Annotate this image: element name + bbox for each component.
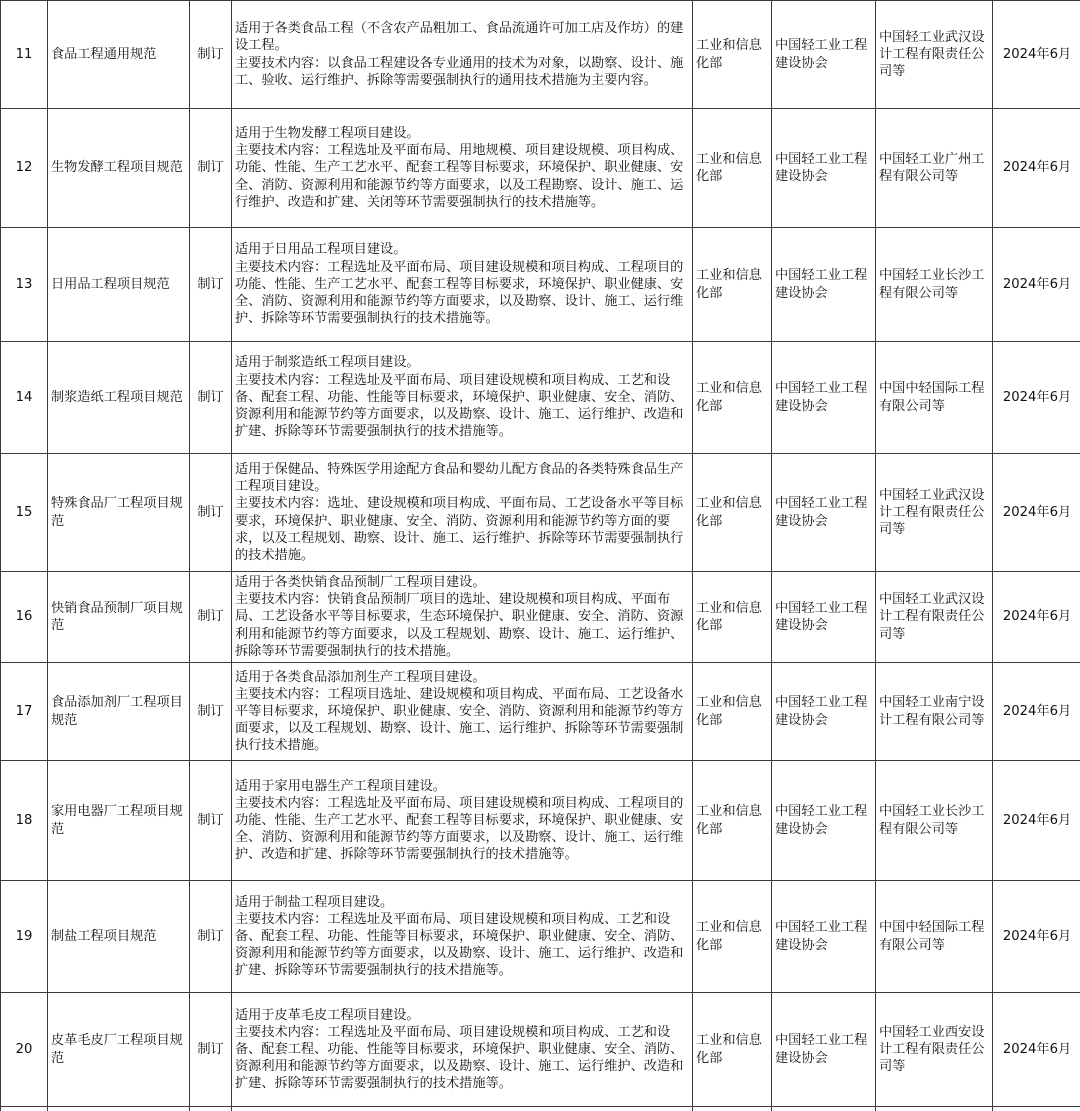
row-number: 15 xyxy=(1,454,48,572)
content-text: 主要技术内容：工程选址及平面布局、用地规模、项目建设规模、项目构成、功能、性能、生产工艺水平、配套工程等目标要求，环境保护、职业健康、安全、消防、资源利用和能源节约等方面要求，以及工程勘察、设计、施工、运行维护、改造和扩建、关闭等环节需要强制执行的技术措施等。 xyxy=(235,143,684,210)
content-text: 主要技术内容：选址、建设规模和项目构成、平面布局、工艺设备水平等目标要求，环境保护、职业健康、安全、消防、资源利用和能源节约等方面的要求，以及工程规划、勘察、设计、施工、运行维护、拆除等环节需要强制执行的技术措施。 xyxy=(235,496,684,563)
content-text: 主要技术内容：工程选址及平面布局、项目建设规模和项目构成、工艺和设备、配套工程、功能、性能等目标要求，环境保护、职业健康、安全、消防、资源利用和能源节约等方面要求，以及勘察、设计、施工、运行维护、改造和扩建、拆除等环节需要强制执行的技术措施等。 xyxy=(235,911,684,979)
competent-department: 工业和信息化部 xyxy=(693,993,772,1107)
completion-date: 2024年6月 xyxy=(993,109,1080,228)
table-row xyxy=(1,1,1080,109)
scope-and-content xyxy=(232,663,693,761)
revision-type: 制订 xyxy=(190,572,232,663)
competent-department: 工业和信息化部 xyxy=(693,454,772,572)
table-row xyxy=(1,454,1080,572)
revision-type: 制订 xyxy=(190,663,232,761)
table-row xyxy=(1,881,1080,993)
row-number: 19 xyxy=(1,881,48,993)
standard-name: 特殊食品厂工程项目规范 xyxy=(48,454,190,572)
standard-name: 快销食品预制厂项目规范 xyxy=(48,572,190,663)
competent-department: 工业和信息化部 xyxy=(693,228,772,342)
row-number: 17 xyxy=(1,663,48,761)
scope-and-content xyxy=(232,109,693,228)
row-number: 16 xyxy=(1,572,48,663)
drafting-unit: 中国轻工业武汉设计工程有限责任公司等 xyxy=(876,572,993,663)
organizing-body: 中国轻工业工程建设协会 xyxy=(772,572,876,663)
scope-and-content xyxy=(232,342,693,454)
empty-cell xyxy=(693,1107,772,1111)
table-row xyxy=(1,228,1080,342)
drafting-unit: 中国中轻国际工程有限公司等 xyxy=(876,342,993,454)
standard-name: 皮革毛皮厂工程项目规范 xyxy=(48,993,190,1107)
scope-text: 适用于家用电器生产工程项目建设。 xyxy=(235,778,446,794)
completion-date: 2024年6月 xyxy=(993,993,1080,1107)
revision-type: 制订 xyxy=(190,993,232,1107)
empty-cell xyxy=(876,1107,993,1111)
standard-name: 食品工程通用规范 xyxy=(48,1,190,109)
revision-type: 制订 xyxy=(190,761,232,881)
drafting-unit: 中国轻工业武汉设计工程有限责任公司等 xyxy=(876,454,993,572)
scope-text: 适用于制浆造纸工程项目建设。 xyxy=(235,355,420,371)
table-row xyxy=(1,572,1080,663)
scope-and-content xyxy=(232,572,693,663)
organizing-body: 中国轻工业工程建设协会 xyxy=(772,761,876,881)
scope-and-content xyxy=(232,993,693,1107)
competent-department: 工业和信息化部 xyxy=(693,663,772,761)
empty-cell xyxy=(772,1107,876,1111)
competent-department: 工业和信息化部 xyxy=(693,761,772,881)
revision-type: 制订 xyxy=(190,109,232,228)
completion-date: 2024年6月 xyxy=(993,1,1080,109)
standard-name: 日用品工程项目规范 xyxy=(48,228,190,342)
revision-type: 制订 xyxy=(190,1,232,109)
content-text: 主要技术内容：工程选址及平面布局、项目建设规模和项目构成、工艺和设备、配套工程、功能、性能等目标要求，环境保护、职业健康、安全、消防、资源利用和能源节约等方面要求，以及勘察、设计、施工、运行维护、改造和扩建、拆除等环节需要强制执行的技术措施等。 xyxy=(235,372,684,440)
scope-text: 适用于日用品工程项目建设。 xyxy=(235,242,407,258)
standard-name: 家用电器厂工程项目规范 xyxy=(48,761,190,881)
organizing-body: 中国轻工业工程建设协会 xyxy=(772,1,876,109)
scope-and-content xyxy=(232,761,693,881)
table-row xyxy=(1,663,1080,761)
competent-department: 工业和信息化部 xyxy=(693,572,772,663)
content-text: 主要技术内容：快销食品预制厂项目的选址、建设规模和项目构成、平面布局、工艺设备水平等目标要求，生态环境保护、职业健康、安全、消防、资源利用和能源节约等方面要求，以及工程规划、勘察、设计、施工、运行维护、拆除等环节需要强制执行的技术措施。 xyxy=(235,592,684,659)
table-row xyxy=(1,993,1080,1107)
drafting-unit: 中国轻工业长沙工程有限公司等 xyxy=(876,761,993,881)
table-body xyxy=(1,1,1080,1111)
organizing-body: 中国轻工业工程建设协会 xyxy=(772,342,876,454)
scope-and-content xyxy=(232,228,693,342)
organizing-body: 中国轻工业工程建设协会 xyxy=(772,881,876,993)
drafting-unit: 中国中轻国际工程有限公司等 xyxy=(876,881,993,993)
row-number: 20 xyxy=(1,993,48,1107)
competent-department: 工业和信息化部 xyxy=(693,342,772,454)
scope-text: 适用于各类快销食品预制厂工程项目建设。 xyxy=(235,575,486,590)
empty-cell xyxy=(48,1107,190,1111)
revision-type: 制订 xyxy=(190,342,232,454)
content-text: 主要技术内容：工程项目选址、建设规模和项目构成、平面布局、工艺设备水平等目标要求，环境保护、职业健康、安全、消防、资源利用和能源节约等方面要求，以及工程规划、勘察、设计、施工、运行维护、拆除等环节需要强制执行技术措施。 xyxy=(235,686,684,754)
drafting-unit: 中国轻工业西安设计工程有限责任公司等 xyxy=(876,993,993,1107)
table-row xyxy=(1,109,1080,228)
scope-text: 适用于生物发酵工程项目建设。 xyxy=(235,125,420,141)
drafting-unit: 中国轻工业广州工程有限公司等 xyxy=(876,109,993,228)
revision-type: 制订 xyxy=(190,454,232,572)
scope-text: 适用于保健品、特殊医学用途配方食品和婴幼儿配方食品的各类特殊食品生产工程项目建设。 xyxy=(235,461,684,495)
completion-date: 2024年6月 xyxy=(993,881,1080,993)
empty-cell xyxy=(190,1107,232,1111)
content-text: 主要技术内容：以食品工程建设各专业通用的技术为对象，以勘察、设计、施工、验收、运行维护、拆除等需要强制执行的通用技术措施为主要内容。 xyxy=(235,55,684,88)
row-number: 14 xyxy=(1,342,48,454)
scope-text: 适用于皮革毛皮工程项目建设。 xyxy=(235,1007,420,1023)
empty-cell xyxy=(993,1107,1080,1111)
competent-department: 工业和信息化部 xyxy=(693,881,772,993)
completion-date: 2024年6月 xyxy=(993,454,1080,572)
organizing-body: 中国轻工业工程建设协会 xyxy=(772,228,876,342)
table-row xyxy=(1,761,1080,881)
row-number: 11 xyxy=(1,1,48,109)
organizing-body: 中国轻工业工程建设协会 xyxy=(772,663,876,761)
empty-cell xyxy=(1,1107,48,1111)
scope-and-content xyxy=(232,1,693,109)
drafting-unit: 中国轻工业长沙工程有限公司等 xyxy=(876,228,993,342)
row-number: 12 xyxy=(1,109,48,228)
competent-department: 工业和信息化部 xyxy=(693,1,772,109)
standard-name: 制盐工程项目规范 xyxy=(48,881,190,993)
completion-date: 2024年6月 xyxy=(993,663,1080,761)
organizing-body: 中国轻工业工程建设协会 xyxy=(772,454,876,572)
completion-date: 2024年6月 xyxy=(993,228,1080,342)
scope-and-content xyxy=(232,881,693,993)
scope-text: 适用于各类食品添加剂生产工程项目建设。 xyxy=(235,669,486,685)
row-number: 13 xyxy=(1,228,48,342)
content-text: 主要技术内容：工程选址及平面布局、项目建设规模和项目构成、工艺和设备、配套工程、功能、性能等目标要求，环境保护、职业健康、安全、消防、资源利用和能源节约等方面要求，以及勘察、设计、施工、运行维护、改造和扩建、拆除等环节需要强制执行的技术措施等。 xyxy=(235,1024,684,1092)
revision-type: 制订 xyxy=(190,881,232,993)
completion-date: 2024年6月 xyxy=(993,572,1080,663)
completion-date: 2024年6月 xyxy=(993,761,1080,881)
row-number: 18 xyxy=(1,761,48,881)
table-row xyxy=(1,342,1080,454)
standard-name: 食品添加剂厂工程项目规范 xyxy=(48,663,190,761)
empty-cell xyxy=(232,1107,693,1111)
organizing-body: 中国轻工业工程建设协会 xyxy=(772,993,876,1107)
revision-type: 制订 xyxy=(190,228,232,342)
standard-name: 生物发酵工程项目规范 xyxy=(48,109,190,228)
scope-and-content xyxy=(232,454,693,572)
drafting-unit: 中国轻工业南宁设计工程有限公司等 xyxy=(876,663,993,761)
competent-department: 工业和信息化部 xyxy=(693,109,772,228)
content-text: 主要技术内容：工程选址及平面布局、项目建设规模和项目构成、工程项目的功能、性能、生产工艺水平、配套工程等目标要求，环境保护、职业健康、安全、消防、资源利用和能源节约等方面要求，以及勘察、设计、施工、运行维护、拆除等环节需要强制执行的技术措施等。 xyxy=(235,259,684,327)
scope-text: 适用于制盐工程项目建设。 xyxy=(235,894,394,910)
table-row-cut-off xyxy=(1,1107,1080,1111)
drafting-unit: 中国轻工业武汉设计工程有限责任公司等 xyxy=(876,1,993,109)
content-text: 主要技术内容：工程选址及平面布局、项目建设规模和项目构成、工程项目的功能、性能、生产工艺水平、配套工程等目标要求，环境保护、职业健康、安全、消防、资源利用和能源节约等方面要求，以及勘察、设计、施工、运行维护、改造和扩建、拆除等环节需要强制执行的技术措施等。 xyxy=(235,795,684,863)
standard-name: 制浆造纸工程项目规范 xyxy=(48,342,190,454)
scope-text: 适用于各类食品工程（不含农产品粗加工、食品流通许可加工店及作坊）的建设工程。 xyxy=(235,21,684,54)
completion-date: 2024年6月 xyxy=(993,342,1080,454)
organizing-body: 中国轻工业工程建设协会 xyxy=(772,109,876,228)
